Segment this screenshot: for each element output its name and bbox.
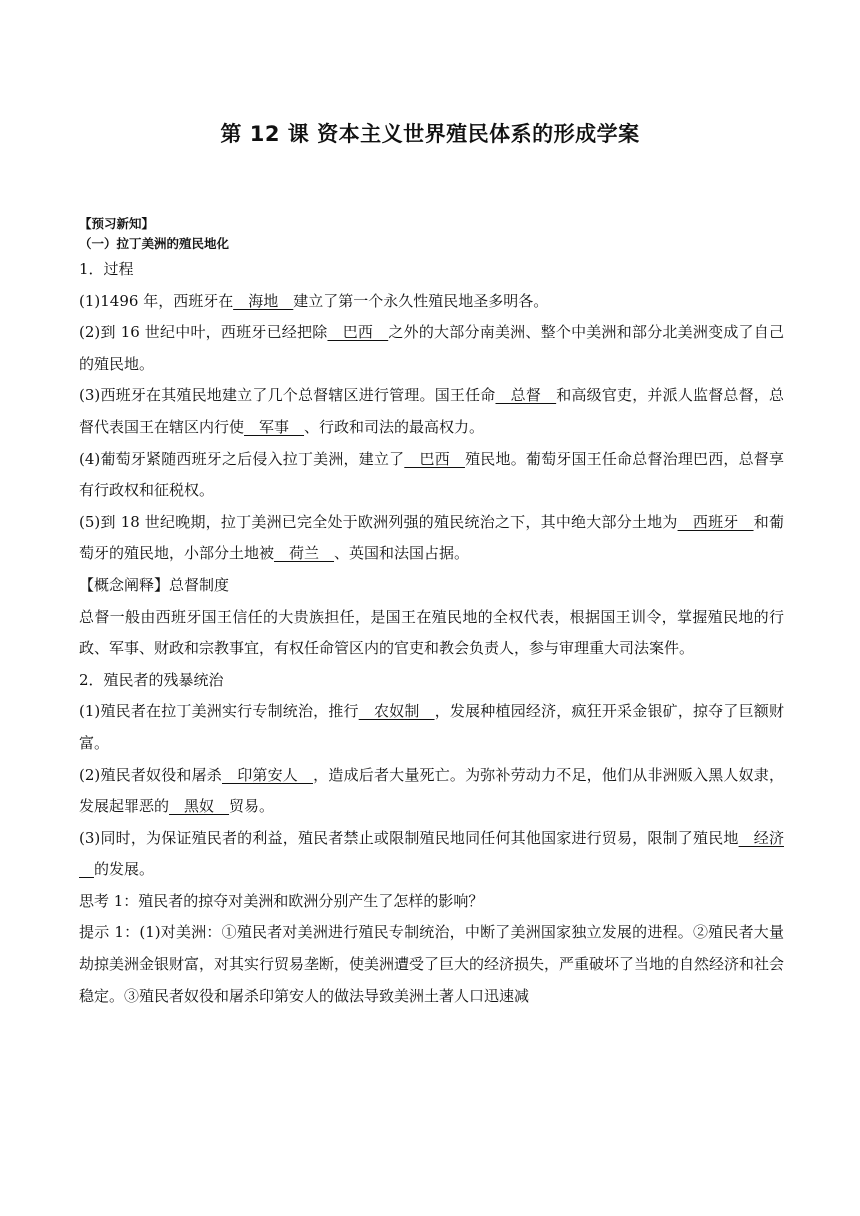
text: ，发展种植园经济，疯狂开采金银矿，掠夺了巨额财富。 — [79, 702, 784, 752]
paragraph-1-4 — [79, 444, 784, 507]
fill-blank: __经济__ — [79, 828, 784, 879]
fill-blank: __巴西__ — [404, 449, 465, 468]
paragraph-1-3 — [79, 380, 784, 443]
paragraph-2-3 — [79, 823, 784, 886]
text: 之外的大部分南美洲、整个中美洲和部分北美洲变成了自己的殖民地。 — [79, 323, 784, 373]
concept-text: 总督一般由西班牙国王信任的大贵族担任，是国王在殖民地的全权代表，根据国王训令，掌握殖民地的行政、军事、财政和宗教事宜，有权任命管区内的官吏和教会负责人，参与审理重大司法案件。 — [79, 607, 784, 658]
text: (2)到 16 世纪中叶，西班牙已经把除 — [79, 323, 328, 342]
text: 殖民地。葡萄牙国王任命总督治理巴西，总督享有行政权和征税权。 — [79, 449, 784, 500]
fill-blank: __军事__ — [244, 417, 305, 436]
text: (3)西班牙在其殖民地建立了几个总督辖区进行管理。国王任命 — [79, 386, 496, 405]
text: 的发展。 — [94, 860, 155, 879]
text: (5)到 18 世纪晚期，拉丁美洲已完全处于欧洲列强的殖民统治之下，其中绝大部分土地为 — [79, 512, 678, 531]
text: 、行政和司法的最高权力。 — [304, 417, 485, 436]
text: ，造成后者大量死亡。为弥补劳动力不足，他们从非洲贩入黑人奴隶，发展起罪恶的 — [79, 765, 784, 816]
fill-blank: __农奴制__ — [358, 702, 435, 721]
text: (3)同时，为保证殖民者的利益，殖民者禁止或限制殖民地同任何其他国家进行贸易，限制了殖民地 — [79, 828, 739, 847]
text: (1)1496 年，西班牙在 — [79, 291, 234, 310]
text: (1)殖民者在拉丁美洲实行专制统治，推行 — [79, 702, 359, 721]
fill-blank: __海地__ — [233, 291, 294, 310]
hint-answer: 提示 1：(1)对美洲：①殖民者对美洲进行殖民专制统治，中断了美洲国家独立发展的进程。②殖民者大量劫掠美洲金银财富，对其实行贸易垄断，使美洲遭受了巨大的经济损失，严重破坏了当地的自然经济和社会稳定。③殖民者奴役和屠杀印第安人的做法导致美洲土著人口迅速减 — [79, 923, 785, 1005]
concept-label: 【概念阐释】总督制度 — [79, 575, 230, 594]
section-heading: 【预习新知】 — [79, 216, 155, 231]
paragraph-1-2 — [79, 317, 784, 380]
text: 贸易。 — [229, 797, 275, 816]
fill-blank: __总督__ — [495, 386, 557, 405]
fill-blank: __西班牙__ — [677, 512, 754, 531]
document-title: 第 12 课 资本主义世界殖民体系的形成学案 — [220, 122, 640, 146]
text: (4)葡萄牙紧随西班牙之后侵入拉丁美洲，建立了 — [79, 449, 405, 468]
paragraph-2-2 — [79, 760, 784, 823]
paragraph-2-1 — [79, 696, 784, 759]
paragraph-1-1 — [79, 286, 784, 318]
text: 和葡萄牙的殖民地，小部分土地被 — [79, 512, 784, 563]
fill-blank: __黑奴__ — [169, 797, 230, 816]
part1-heading: 1．过程 — [79, 260, 134, 278]
text: 、英国和法国占据。 — [334, 544, 470, 563]
document-body — [79, 214, 784, 1012]
subsection-heading: （一）拉丁美洲的殖民地化 — [79, 236, 230, 251]
text: 和高级官吏，并派人监督总督，总督代表国王在辖区内行使 — [79, 386, 784, 436]
text: 建立了第一个永久性殖民地圣多明各。 — [293, 291, 549, 310]
fill-blank: __荷兰__ — [274, 544, 335, 563]
paragraph-1-5 — [79, 507, 784, 570]
think-question: 思考 1：殖民者的掠夺对美洲和欧洲分别产生了怎样的影响？ — [79, 891, 484, 910]
text: (2)殖民者奴役和屠杀 — [79, 765, 222, 784]
fill-blank: __巴西__ — [327, 323, 389, 342]
part2-heading: 2．殖民者的残暴统治 — [79, 670, 224, 689]
fill-blank: __印第安人__ — [222, 765, 313, 784]
